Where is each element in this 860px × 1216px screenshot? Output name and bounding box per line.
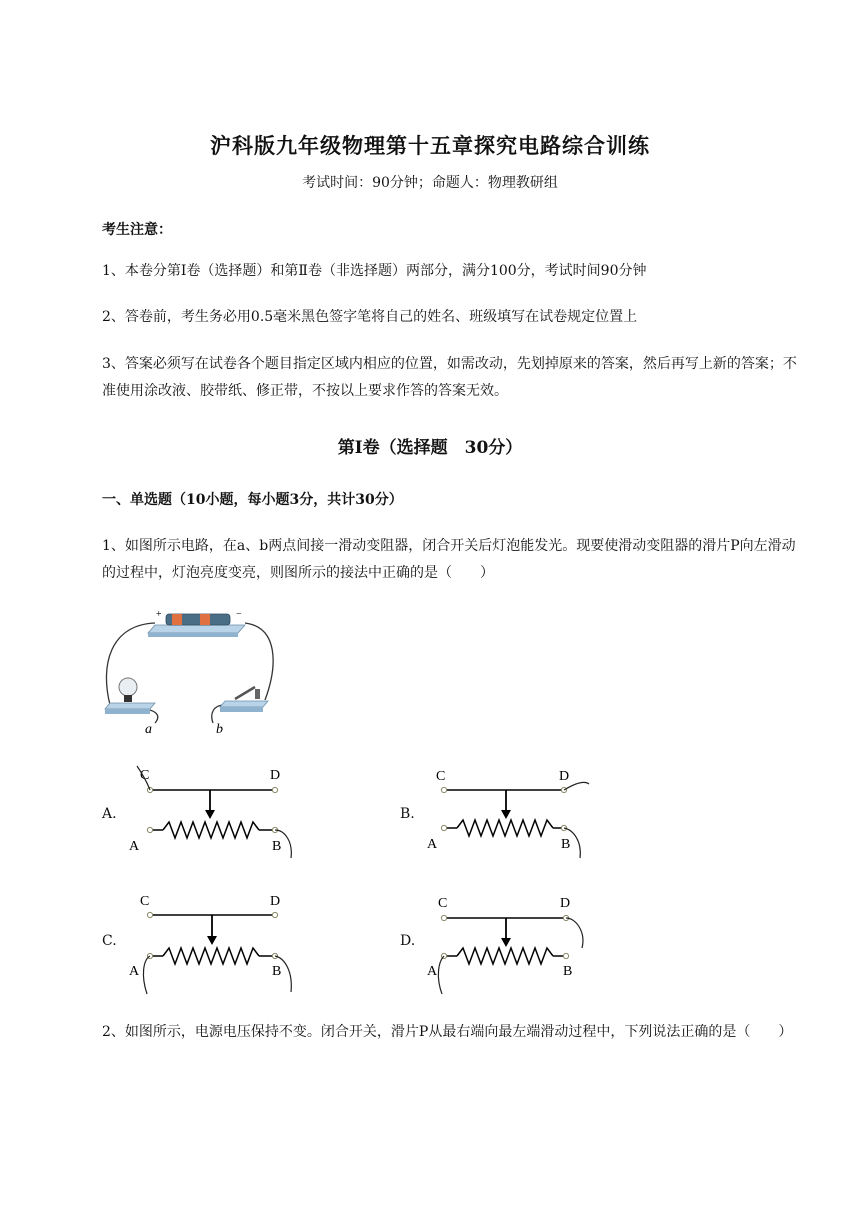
circuit-figure	[100, 605, 280, 735]
option-b-label[interactable]: B.	[400, 806, 415, 822]
part-heading: 一、单选题（10小题，每小题3分，共计30分）	[102, 492, 403, 508]
option-a-label[interactable]: A.	[102, 806, 117, 822]
page-title: 沪科版九年级物理第十五章探究电路综合训练	[210, 133, 650, 158]
svg-text:A: A	[129, 964, 140, 979]
resistor-coil	[163, 822, 259, 838]
option-c-label[interactable]: C.	[102, 933, 117, 949]
option-d-label[interactable]: D.	[400, 933, 416, 949]
svg-text:D: D	[560, 896, 571, 911]
svg-text:A: A	[129, 839, 140, 854]
svg-text:B: B	[561, 837, 571, 852]
battery-plus-label: +	[156, 609, 162, 620]
resistor-coil	[163, 948, 259, 964]
svg-text:D: D	[270, 768, 281, 783]
svg-text:C: C	[438, 896, 448, 911]
svg-text:C: C	[140, 894, 150, 909]
svg-text:A: A	[427, 964, 438, 979]
svg-text:C: C	[140, 768, 150, 783]
svg-text:D: D	[270, 894, 281, 909]
section-title: 第Ⅰ卷（选择题 30分）	[337, 438, 523, 458]
option-c-figure[interactable]	[125, 888, 305, 998]
switch-icon	[235, 687, 255, 699]
resistor-coil	[457, 948, 553, 964]
point-a-label: a	[145, 722, 152, 735]
svg-text:C: C	[436, 769, 446, 784]
page-subtitle: 考试时间：90分钟；命题人：物理教研组	[302, 175, 558, 191]
wire-right	[245, 623, 273, 700]
connect-wire	[438, 956, 444, 994]
question-2-text: 2、如图所示，电源电压保持不变。闭合开关，滑片P从最右端向最左端滑动过程中，下列说法正确的是（ ）	[102, 1024, 793, 1040]
notice-item-2: 2、答卷前，考生务必用0.5毫米黑色签字笔将自己的姓名、班级填写在试卷规定位置上	[102, 309, 638, 325]
connect-wire	[566, 918, 583, 948]
svg-text:D: D	[559, 769, 570, 784]
battery-base	[148, 625, 245, 633]
resistor-coil	[457, 820, 553, 836]
notice-heading: 考生注意：	[102, 222, 172, 238]
option-d-figure[interactable]	[424, 888, 604, 998]
svg-text:A: A	[427, 837, 438, 852]
connect-wire	[143, 956, 150, 994]
option-a-figure[interactable]	[125, 762, 305, 862]
battery-minus-label: −	[236, 609, 242, 620]
switch-base	[220, 701, 268, 707]
bulb-icon	[119, 678, 137, 696]
option-b-figure[interactable]	[424, 762, 604, 862]
point-b-label: b	[216, 722, 223, 735]
svg-text:B: B	[563, 964, 573, 979]
svg-text:B: B	[272, 964, 282, 979]
notice-item-1: 1、本卷分第Ⅰ卷（选择题）和第Ⅱ卷（非选择题）两部分，满分100分，考试时间90分钟	[102, 263, 647, 279]
question-1-text: 1、如图所示电路，在a、b两点间接一滑动变阻器，闭合开关后灯泡能发光。现要使滑动变阻器的滑片P向左滑动的过程中，灯泡亮度变亮，则图所示的接法中正确的是（ ）	[102, 538, 796, 581]
notice-item-3: 3、答案必须写在试卷各个题目指定区域内相应的位置，如需改动，先划掉原来的答案，然后再写上新的答案；不准使用涂改液、胶带纸、修正带，不按以上要求作答的答案无效。	[102, 356, 797, 399]
bulb-base	[105, 703, 155, 709]
svg-text:B: B	[272, 839, 282, 854]
